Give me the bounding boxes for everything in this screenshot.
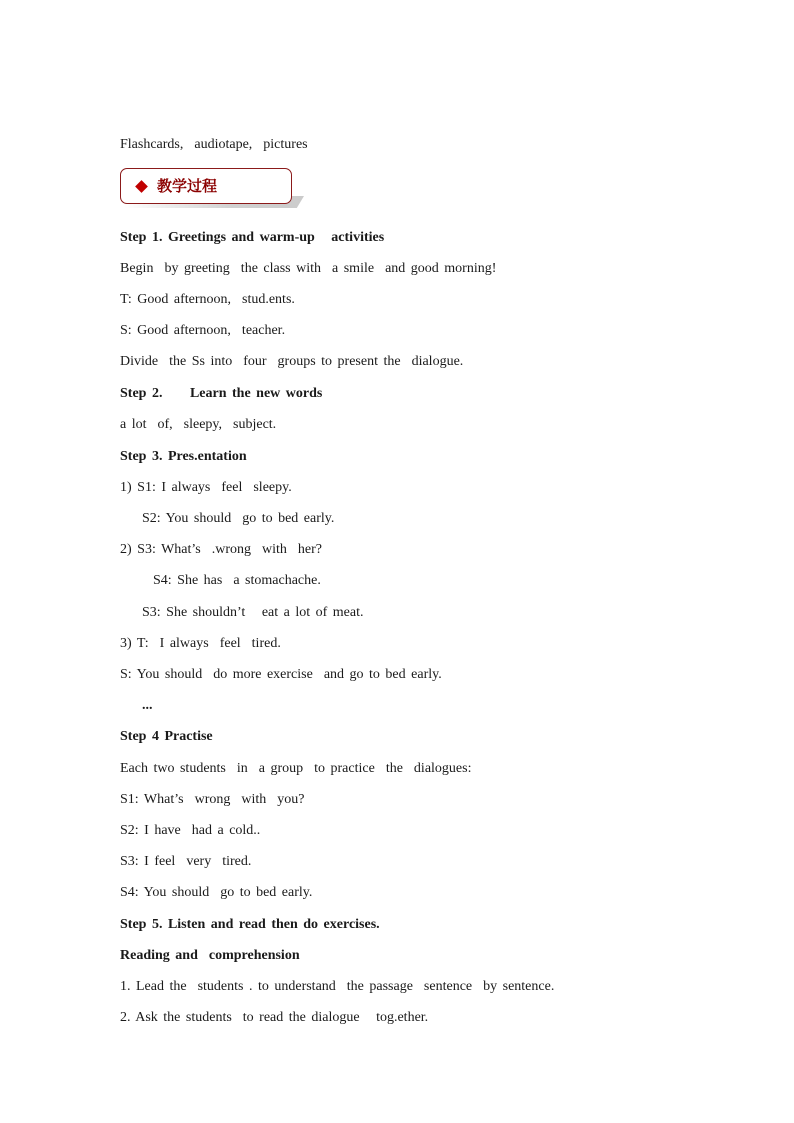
body-line: S: You should do more exercise and go to bed early. [120, 667, 442, 682]
section-title: 教学过程 [157, 177, 218, 195]
body-line: 2) S3: What’s .wrong with her? [120, 542, 322, 557]
body-line: 1) S1: I always feel sleepy. [120, 480, 292, 495]
step5-heading: Step 5. Listen and read then do exercises. [120, 917, 380, 932]
body-line: a lot of, sleepy, subject. [120, 417, 277, 432]
body-line: S4: You should go to bed early. [120, 885, 313, 900]
ellipsis-line: ... [120, 698, 153, 713]
step2-heading: Step 2. Learn the new words [120, 386, 323, 401]
materials-line: Flashcards, audiotape, pictures [120, 137, 308, 152]
body-line: 3) T: I always feel tired. [120, 636, 281, 651]
step4-heading: Step 4 Practise [120, 729, 213, 744]
body-line: S3: She shouldn’t eat a lot of meat. [120, 605, 364, 620]
body-line: S4: She has a stomachache. [120, 573, 321, 588]
body-line: S2: I have had a cold.. [120, 823, 261, 838]
reading-heading: Reading and comprehension [120, 948, 300, 963]
body-line: 2. Ask the students to read the dialogue tog.ether. [120, 1010, 429, 1025]
diamond-bullet-icon [135, 180, 148, 193]
body-line: 1. Lead the students . to understand the passage sentence by sentence. [120, 979, 555, 994]
body-line: Each two students in a group to practice the dialogues: [120, 761, 472, 776]
step1-heading: Step 1. Greetings and warm-up activities [120, 230, 385, 245]
step3-heading: Step 3. Pres.entation [120, 449, 247, 464]
body-line: Divide the Ss into four groups to present the dialogue. [120, 354, 464, 369]
body-line: Begin by greeting the class with a smile and good morning! [120, 261, 497, 276]
body-line: S: Good afternoon, teacher. [120, 323, 286, 338]
section-header [120, 168, 292, 204]
body-line: S1: What’s wrong with you? [120, 792, 305, 807]
body-line: T: Good afternoon, stud.ents. [120, 292, 295, 307]
body-line: S2: You should go to bed early. [120, 511, 335, 526]
body-line: S3: I feel very tired. [120, 854, 252, 869]
